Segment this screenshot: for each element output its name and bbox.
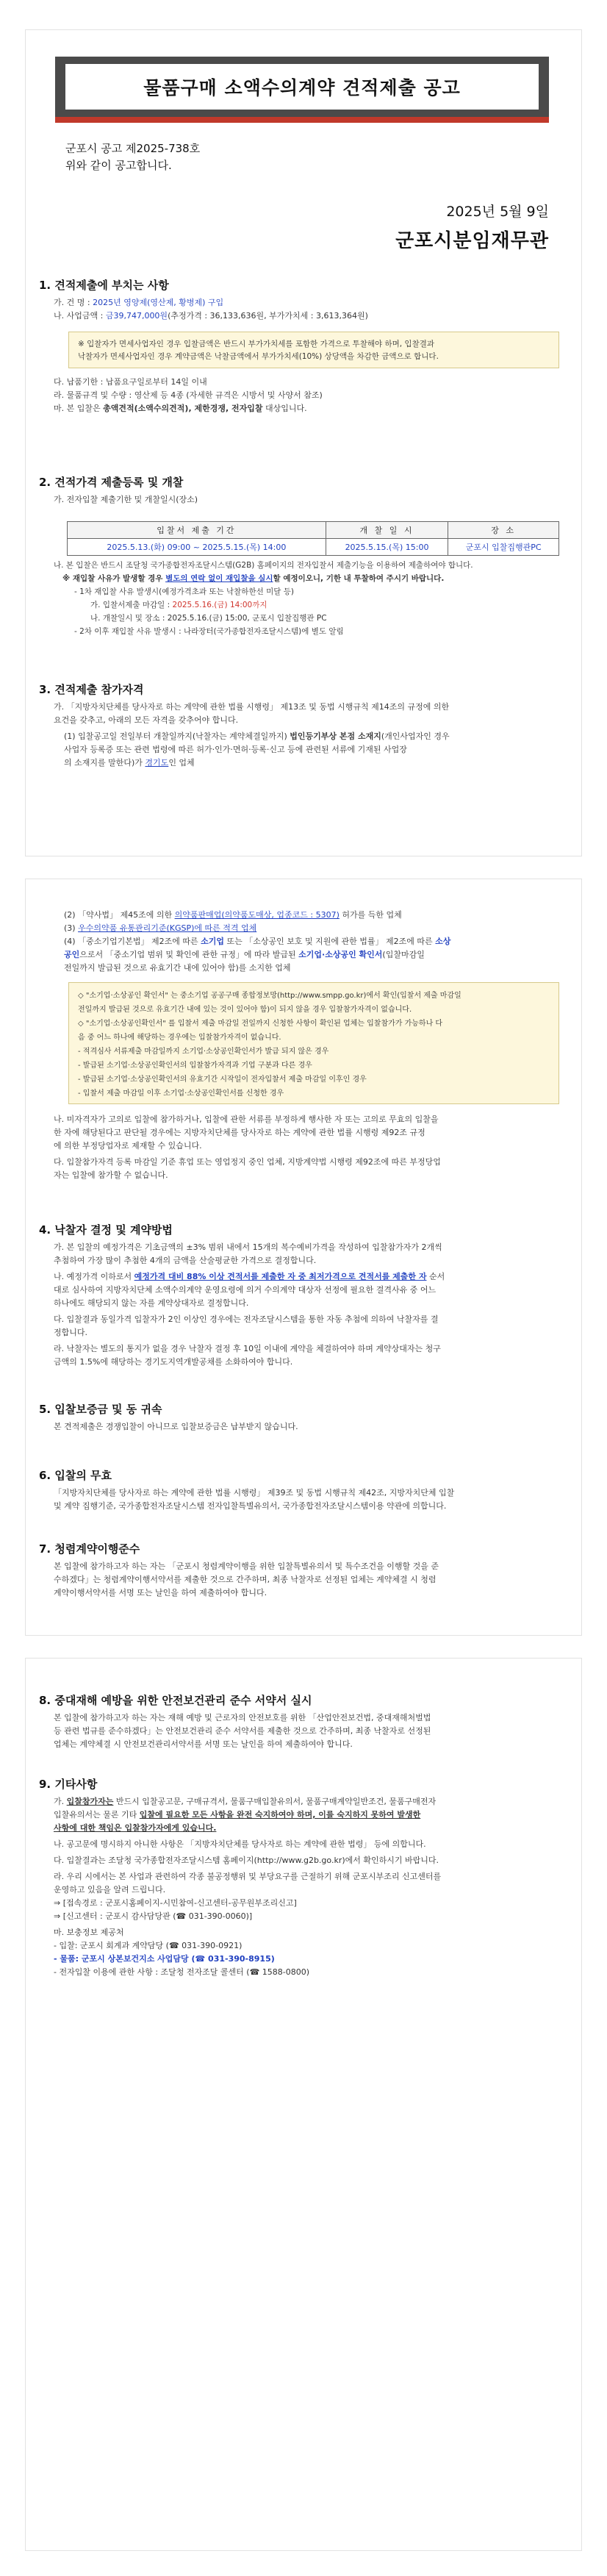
- s9-item-e: 마. 보충정보 제공처: [54, 1928, 124, 1937]
- title-banner: [55, 57, 549, 123]
- schedule-row: [68, 539, 559, 556]
- rebid-1-deadline: 가. 입찰서제출 마감일 : 2025.5.16.(금) 14:00까지: [90, 601, 267, 609]
- s9-item-d-center: ⇒ [신고센터 : 군포시 감사담당관 (☎ 031-390-0060)]: [54, 1911, 253, 1921]
- s5-body: 본 견적제출은 경쟁입찰이 아니므로 입찰보증금은 납부받지 않습니다.: [54, 1422, 298, 1431]
- rebid-1-opening: 나. 개찰일시 및 장소 : 2025.5.16.(금) 15:00, 군포시 입찰집행관 PC: [90, 614, 327, 623]
- page-title: 물품구매 소액수의계약 견적제출 공고: [143, 77, 461, 99]
- header-opening-time: 개 찰 일 시: [326, 522, 448, 539]
- s6-line2: 및 계약 집행기준, 국가종합전자조달시스템 전자입찰특별유의서, 국가종합전자조달시스템이용 약관에 의합니다.: [54, 1501, 447, 1511]
- s1-item-c: 다. 납품기한 : 납품요구일로부터 14일 이내: [54, 377, 207, 387]
- s3-p4-line3: 전일까지 발급된 것으로 유효기간 내에 있어야 함)를 소지한 업체: [64, 963, 291, 973]
- pharma-license-link[interactable]: 의약품판매업(의약품도매상, 업종코드 : 5307): [174, 910, 340, 920]
- kgsp-link[interactable]: 우수의약품 유통관리기준(KGSP)에 따른 적격 업체: [78, 923, 257, 933]
- vat-notice: ※ 입찰자가 면세사업자인 경우 입찰금액은 반드시 부가가치세를 포함한 가격으로 투찰해야 하며, 입찰결과 낙찰자가 면세사업자인 경우 계약금액은 낙찰금액에서 부가가치세(10%) 상당액을 차감한 금액으로 합니다.: [68, 332, 559, 368]
- project-name: 2025년 영양제(영산제, 황병제) 구입: [93, 298, 224, 307]
- s4-item-a-line2: 추첨하여 가장 많이 추첨한 4개의 금액을 산술평균한 가격으로 결정합니다.: [54, 1256, 317, 1265]
- page-2: [25, 879, 582, 1636]
- section-5-heading: 5. 입찰보증금 및 동 귀속: [39, 1403, 162, 1416]
- s4-item-d-line1: 라. 낙찰자는 별도의 통지가 없을 경우 낙찰자 결정 후 10일 이내에 계약을 체결하여야 하며 계약상대자는 청구: [54, 1344, 441, 1353]
- s3-item-a-line2: 요건을 갖추고, 아래의 모든 자격을 갖추어야 합니다.: [54, 715, 239, 725]
- s9-item-b: 나. 공고문에 명시하지 아니한 사항은 「지방자치단체를 당사자로 하는 계약에 관한 법령」 등에 의합니다.: [54, 1839, 426, 1849]
- s1-item-e: 마. 본 입찰은 총액견적(소액수의견적), 제한경쟁, 전자입찰 대상입니다.: [54, 404, 307, 413]
- header-submit-period: 입찰서 제출 기간: [68, 522, 326, 539]
- rebid-link[interactable]: 별도의 연락 없이 재입찰을 실시: [165, 574, 273, 583]
- s6-line1: 「지방자치단체를 당사자로 하는 계약에 관한 법률 시행령」 제39조 및 동법 시행규칙 제42조, 지방자치단체 입찰: [54, 1488, 455, 1498]
- s4-item-a-line1: 가. 본 입찰의 예정가격은 기초금액의 ±3% 범위 내에서 15개의 복수예비가격을 작성하여 입찰참가자가 2개씩: [54, 1242, 442, 1252]
- title-box: [65, 64, 539, 110]
- s3-item-c-line1: 다. 입찰참가자격 등록 마감일 기준 휴업 또는 영업정지 중인 업체, 지방계약법 시행령 제92조에 따른 부정당업: [54, 1157, 441, 1167]
- s1-item-d: 라. 물품규격 및 수량 : 영산제 등 4종 (자세한 규격은 시방서 및 사양서 참조): [54, 390, 323, 400]
- s9-item-d-line2: 운영하고 있음을 알려 드립니다.: [54, 1885, 166, 1895]
- section-4-heading: 4. 낙찰자 결정 및 계약방법: [39, 1223, 173, 1237]
- header-location: 장 소: [448, 522, 559, 539]
- opening-time: 2025.5.15.(목) 15:00: [326, 539, 448, 556]
- s3-p4-line1: (4) 「중소기업기본법」 제2조에 따른 소기업 또는 「소상공인 보호 및 지원에 관한 법률」 제2조에 따른 소상: [64, 937, 451, 946]
- s1-item-a: 가. 건 명 : 2025년 영양제(영산제, 황병제) 구입: [54, 298, 224, 307]
- s4-item-d-line2: 금액의 1.5%에 해당하는 경기도지역개발공채를 소화하여야 합니다.: [54, 1357, 293, 1367]
- s3-p1-line3: 의 소재지를 말한다)가 경기도인 업체: [64, 758, 195, 768]
- s3-item-a-line1: 가. 「지방자치단체를 당사자로 하는 계약에 관한 법률 시행령」 제13조 및 동법 시행규칙 제14조의 규정에 의한: [54, 702, 450, 712]
- s8-line1: 본 입찰에 참가하고자 하는 자는 재해 예방 및 근로자의 안전보호를 위한 「산업안전보건법, 중대재해처벌법: [54, 1713, 431, 1722]
- s3-p2: (2) 「약사법」 제45조에 의한 의약품판매업(의약품도매상, 업종코드 : 5307) 허가를 득한 업체: [64, 910, 402, 920]
- contact-goods: - 물품: 군포시 상본보건지소 사업담당 (☎ 031-390-8915): [54, 1954, 275, 1964]
- s9-item-d-path: ⇒ [접속경로 : 군포시홈페이지-시민참여-신고센터-공무원부조리신고]: [54, 1898, 297, 1908]
- s4-item-c-line2: 정합니다.: [54, 1328, 88, 1337]
- announcement-number: 군포시 공고 제2025-738호: [65, 142, 201, 155]
- s3-item-c-line2: 자는 입찰에 참가할 수 없습니다.: [54, 1170, 168, 1180]
- section-1-heading: 1. 견적제출에 부치는 사항: [39, 279, 169, 292]
- s3-p3: (3) 우수의약품 유통관리기준(KGSP)에 따른 적격 업체: [64, 923, 257, 933]
- section-7-heading: 7. 청렴계약이행준수: [39, 1542, 140, 1556]
- s7-line3: 계약이행서약서를 서명 또는 날인을 하여 제출하여야 합니다.: [54, 1588, 267, 1598]
- s7-line1: 본 입찰에 참가하고자 하는 자는 「군포시 청렴계약이행을 위한 입찰특별유의서 및 특수조건을 이행할 것을 준: [54, 1561, 439, 1571]
- s3-item-b-line3: 에 의한 부정당업자로 제재할 수 있습니다.: [54, 1141, 202, 1151]
- s9-item-a-line2: 입찰유의서는 물론 기타 입찰에 필요한 모든 사항을 완전 숙지하여야 하며, 이를 숙지하지 못하여 발생한: [54, 1810, 421, 1820]
- schedule-header-row: [68, 522, 559, 539]
- s4-item-b-line2: 대로 심사하여 지방자치단체 소액수의계약 운영요령에 의거 수의계약 대상자 선정에 필요한 결격사유 중 어느: [54, 1285, 437, 1295]
- s9-item-c: 다. 입찰결과는 조달청 국가종합전자조달시스템 홈페이지(http://www.g2b.go.kr)에서 확인하시기 바랍니다.: [54, 1856, 439, 1865]
- section-6-heading: 6. 입찰의 무효: [39, 1469, 112, 1482]
- s9-item-d-line1: 라. 우리 시에서는 본 사업과 관련하여 각종 불공정행위 및 부당요구를 근절하기 위해 군포시부조리 신고센터를: [54, 1872, 442, 1881]
- page-1: [25, 29, 582, 856]
- s3-item-b-line2: 한 자에 해당된다고 판단될 경우에는 지방자치단체를 당사자로 하는 계약에 관한 법률 시행령 제92조 규정: [54, 1128, 425, 1137]
- issuing-organization: 군포시분임재무관: [395, 230, 549, 252]
- schedule-table: [67, 521, 559, 556]
- contact-callcenter: - 전자입찰 이용에 관한 사항 : 조달청 전자조달 콜센터 (☎ 1588-0800): [54, 1967, 310, 1977]
- section-2-heading: 2. 견적가격 제출등록 및 개찰: [39, 476, 184, 489]
- s7-line2: 수하겠다」는 청렴계약이행서약서를 제출한 것으로 간주하며, 최종 낙찰자로 선정된 업체는 계약체결 시 청렴: [54, 1575, 437, 1584]
- rebid-2: - 2차 이후 재입찰 사유 발생시 : 나라장터(국가종합전자조달시스템)에 별도 알림: [74, 627, 344, 636]
- page-3: [25, 1658, 582, 2551]
- announcement-statement: 위와 같이 공고합니다.: [65, 159, 172, 172]
- s8-line3: 업체는 계약체결 시 안전보건관리서약서를 서명 또는 날인을 하여 제출하여야 합니다.: [54, 1739, 353, 1749]
- s3-item-b-line1: 나. 미자격자가 고의로 입찰에 참가하거나, 입찰에 관한 서류를 부정하게 행사한 자 또는 고의로 무효의 입찰을: [54, 1115, 439, 1124]
- title-underline: [55, 117, 549, 123]
- s1-item-b: 나. 사업금액 : 금39,747,000원(추정가격 : 36,133,636원, 부가가치세 : 3,613,364원): [54, 311, 368, 321]
- s9-item-a-line3: 사항에 대한 책임은 입찰참가자에게 있습니다.: [54, 1823, 217, 1833]
- contact-bid: - 입찰: 군포시 회계과 계약담당 (☎ 031-390-0921): [54, 1941, 243, 1950]
- s4-item-b-line1: 나. 예정가격 이하로서 예정가격 대비 88% 이상 견적서를 제출한 자 중 최저가격으로 견적서를 제출한 자 순서: [54, 1272, 445, 1281]
- announcement-date: 2025년 5월 9일: [446, 204, 549, 220]
- s3-p1-line2: 사업자 등록증 또는 관련 법령에 따른 허가·인가·면허·등록·신고 등에 관련된 서류에 기재된 사업장: [64, 745, 407, 754]
- s2-item-a: 가. 전자입찰 제출기한 및 개찰일시(장소): [54, 495, 198, 504]
- budget-amount: 금39,747,000원: [105, 311, 168, 321]
- s8-line2: 등 관련 법규를 준수하겠다」는 안전보건관리 준수 서약서를 제출한 것으로 간주하며, 최종 낙찰자로 선정된: [54, 1726, 431, 1736]
- rebid-note: ※ 재입찰 사유가 발생할 경우 별도의 연락 없이 재입찰을 실시할 예정이오니, 기한 내 투찰하여 주시기 바랍니다.: [62, 574, 445, 583]
- rebid-1: - 1차 재입찰 사유 발생시(예정가격초과 또는 낙찰하한선 미달 등): [74, 587, 294, 596]
- s3-p4-line2: 공인으로서 「중소기업 범위 및 확인에 관한 규정」에 따라 발급된 소기업·소상공인 확인서(입찰마감일: [64, 950, 425, 959]
- s3-p1-line1: (1) 입찰공고일 전일부터 개찰일까지(낙찰자는 계약체결일까지) 법인등기부상 본점 소재지(개인사업자인 경우: [64, 731, 450, 741]
- s4-item-b-line3: 하나에도 해당되지 않는 자를 계약상대자로 결정합니다.: [54, 1298, 249, 1308]
- region-link[interactable]: 경기도: [145, 758, 169, 768]
- s4-item-c-line1: 다. 입찰결과 동일가격 입찰자가 2인 이상인 경우에는 전자조달시스템을 통한 자동 추첨에 의하여 낙찰자를 결: [54, 1314, 439, 1324]
- section-8-heading: 8. 중대재해 예방을 위한 안전보건관리 준수 서약서 실시: [39, 1694, 312, 1707]
- s2-item-b: 나. 본 입찰은 반드시 조달청 국가종합전자조달시스템(G2B) 홈페이지의 전자입찰서 제출기능을 이용하여 제출하여야 합니다.: [54, 561, 473, 570]
- sme-certificate-notice: ◇ "소기업·소상공인 확인서" 는 중소기업 공공구매 종합정보망(http://www.smpp.go.kr)에서 확인(입찰서 제출 마감일 전일까지 발급된 것으로 유효기간 내에 있는 것이 있어야 함)이 되지 않을 경우 입찰참가자격이 없습니다. ◇ "소기업·소상공인확인서" 를 입찰서 제출 마감일 전일까지 신청한 사항이 확인된 업체는 입찰참가가 가능하나 다 음 중 어느 하나에 해당하는 경우에는 입찰참가자격이 없습니다. - 적격심사 서류제출 마감일까지 소기업·소상공인확인서가 발급 되지 않은 경우 - 발급된 소기업·소상공인확인서의 입찰참가자격과 기업 구분과 다른 경우 - 발급된 소기업·소상공인확인서의 유효기간 시작일이 전자입찰서 제출 마감일 이후인 경우 - 입찰서 제출 마감일 이후 소기업·소상공인확인서를 신청한 경우: [68, 982, 559, 1104]
- submit-period: 2025.5.13.(화) 09:00 ~ 2025.5.15.(목) 14:00: [68, 539, 326, 556]
- location: 군포시 입찰집행관PC: [448, 539, 559, 556]
- section-3-heading: 3. 견적제출 참가자격: [39, 683, 144, 696]
- section-9-heading: 9. 기타사항: [39, 1778, 98, 1791]
- s9-item-a-line1: 가. 입찰참가자는 반드시 입찰공고문, 구매규격서, 물품구매입찰유의서, 물품구매계약일반조건, 물품구매전자: [54, 1797, 437, 1806]
